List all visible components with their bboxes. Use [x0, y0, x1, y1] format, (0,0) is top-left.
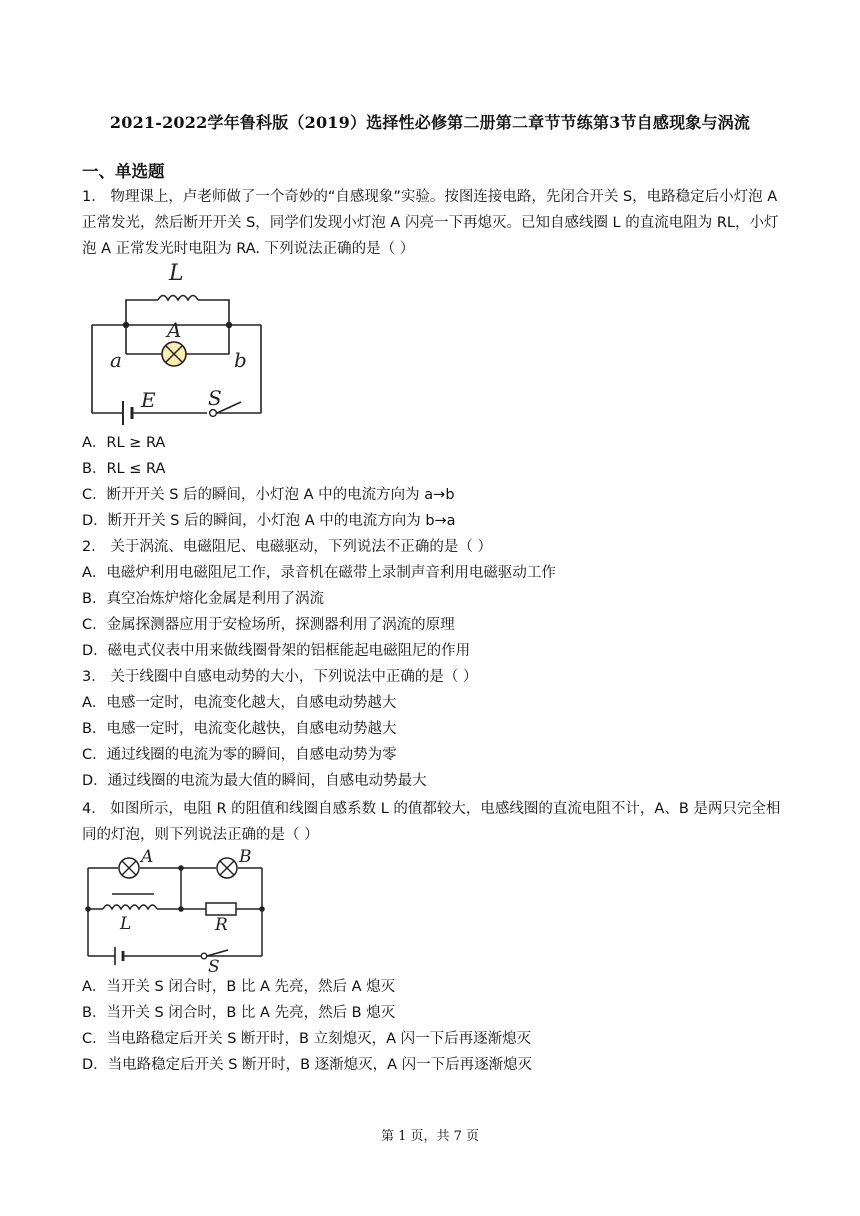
question-3-option-b: B．电感一定时，电流变化越快，自感电动势越大 [82, 721, 397, 737]
question-1-option-a: A．RL ≥ RA [82, 435, 166, 451]
question-2-line-1: 2． 关于涡流、电磁阻尼、电磁驱动，下列说法不正确的是（ ） [82, 539, 492, 555]
battery-label: E [141, 388, 156, 412]
question-3-line-1: 3． 关于线圈中自感电动势的大小，下列说法中正确的是（ ） [82, 669, 478, 685]
node-b-label: b [234, 348, 247, 372]
coil-label: L [169, 261, 184, 286]
question-1-option-b: B．RL ≤ RA [82, 461, 166, 477]
node-a-label: a [110, 348, 122, 372]
question-4-option-d: D．当电路稳定后开关 S 断开时，B 逐渐熄灭，A 闪一下后再逐渐熄灭 [82, 1057, 533, 1073]
question-1-line-2: 正常发光，然后断开开关 S，同学们发现小灯泡 A 闪亮一下再熄灭。已知自感线圈 L 的直流电阻为 RL，小灯 [82, 215, 779, 231]
lamp-b-label: B [239, 847, 252, 867]
lamp-a-label: A [141, 847, 154, 867]
question-4-option-a: A．当开关 S 闭合时，B 比 A 先亮，然后 A 熄灭 [82, 979, 396, 995]
lamp-label: A [167, 318, 182, 342]
question-2-option-a: A．电磁炉利用电磁阻尼工作，录音机在磁带上录制声音利用电磁驱动工作 [82, 565, 556, 581]
circuit-figure-1 [85, 262, 285, 422]
page-footer: 第 1 页，共 7 页 [380, 1129, 480, 1144]
question-4-option-b: B．当开关 S 闭合时，B 比 A 先亮，然后 B 熄灭 [82, 1005, 396, 1021]
question-4-line-2: 同的灯泡，则下列说法正确的是（ ） [82, 827, 319, 843]
question-1-option-d: D．断开开关 S 后的瞬间，小灯泡 A 中的电流方向为 b→a [82, 513, 456, 529]
resistor-label: R [215, 915, 228, 935]
section-heading: 一、单选题 [82, 162, 165, 181]
switch-label: S [208, 386, 222, 410]
question-2-option-d: D．磁电式仪表中用来做线圈骨架的铝框能起电磁阻尼的作用 [82, 643, 471, 659]
question-2-option-c: C．金属探测器应用于安检场所，探测器利用了涡流的原理 [82, 617, 455, 633]
page-title: 2021-2022学年鲁科版（2019）选择性必修第二册第二章节节练第3节自感现象与涡流 [109, 113, 751, 132]
question-1-line-1: 1． 物理课上，卢老师做了一个奇妙的“自感现象”实验。按图连接电路，先闭合开关 S，电路稳定后小灯泡 A [82, 189, 778, 205]
question-4-line-1: 4． 如图所示，电阻 R 的阻值和线圈自感系数 L 的值都较大，电感线圈的直流电阻不计，A、B 是两只完全相 [82, 801, 781, 817]
switch-label: S [208, 957, 220, 977]
question-4-option-c: C．当电路稳定后开关 S 断开时，B 立刻熄灭，A 闪一下后再逐渐熄灭 [82, 1031, 532, 1047]
question-3-option-d: D．通过线圈的电流为最大值的瞬间，自感电动势最大 [82, 773, 427, 789]
question-3-option-c: C．通过线圈的电流为零的瞬间，自感电动势为零 [82, 747, 397, 763]
circuit-figure-2 [80, 847, 280, 977]
question-1-option-c: C．断开开关 S 后的瞬间，小灯泡 A 中的电流方向为 a→b [82, 487, 455, 503]
question-2-option-b: B．真空冶炼炉熔化金属是利用了涡流 [82, 591, 324, 607]
coil-label: L [120, 914, 132, 934]
question-1-line-3: 泡 A 正常发光时电阻为 RA. 下列说法正确的是（ ） [82, 241, 415, 257]
question-3-option-a: A．电感一定时，电流变化越大，自感电动势越大 [82, 695, 397, 711]
